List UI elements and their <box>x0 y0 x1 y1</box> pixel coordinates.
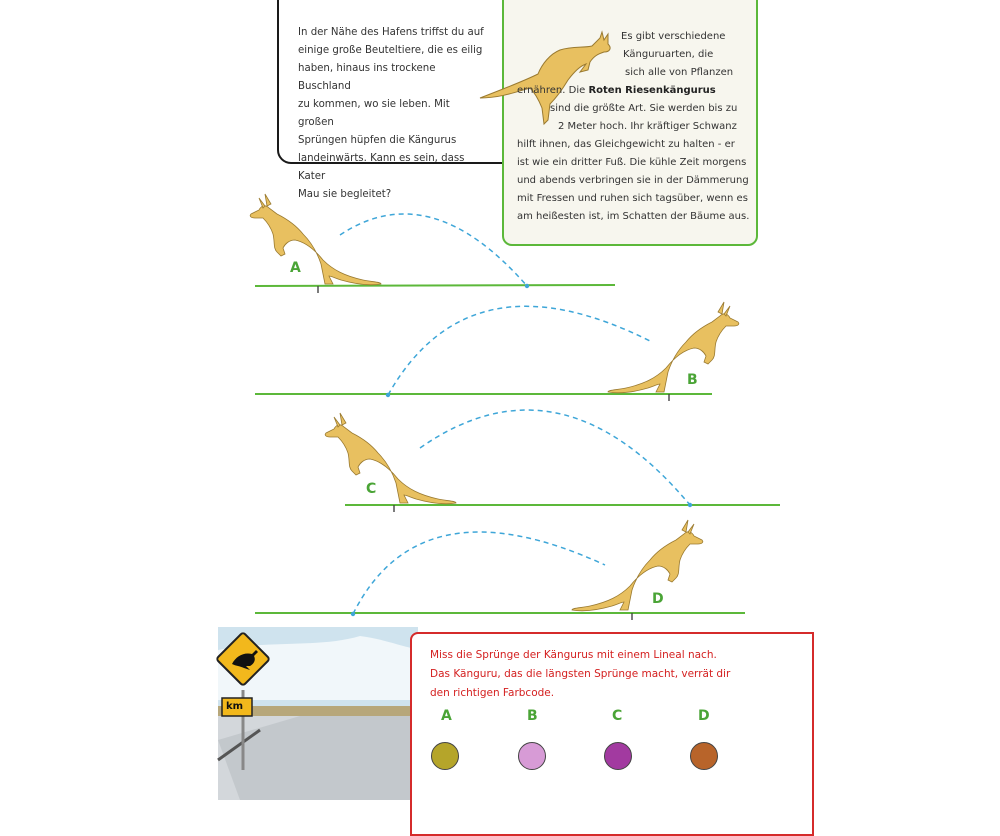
option-letter-b: B <box>527 708 538 724</box>
jump-end-dot-b <box>386 393 390 397</box>
track-label-d: D <box>652 591 664 607</box>
jump-end-dot-c <box>688 503 692 507</box>
fact-line-7: hilft ihnen, das Gleichgewicht zu halten - er <box>517 139 735 150</box>
fact-line-9: und abends verbringen sie in der Dämmerung <box>517 175 749 186</box>
track-b <box>255 302 739 401</box>
jump-end-dot-a <box>525 284 529 288</box>
track-d <box>255 520 745 620</box>
jump-arc-c <box>420 410 690 505</box>
fact-line-1: Es gibt verschiedene <box>621 31 726 42</box>
kangaroo-d <box>572 520 703 611</box>
jump-arc-b <box>388 306 652 395</box>
fact-line-3: sich alle von Pflanzen <box>625 67 734 78</box>
color-dot-d[interactable] <box>690 742 718 770</box>
color-dot-b[interactable] <box>518 742 546 770</box>
fact-line-6: 2 Meter hoch. Ihr kräftiger Schwanz <box>558 121 737 132</box>
option-letter-a: A <box>441 708 452 724</box>
kangaroo-a <box>250 194 381 285</box>
jump-arc-d <box>353 532 605 614</box>
km-label: km <box>226 701 244 712</box>
fact-line-2: Känguruarten, die <box>623 49 714 60</box>
ground-line-a <box>255 285 615 286</box>
color-dot-c[interactable] <box>604 742 632 770</box>
fact-highlight-species: Roten Riesenkängurus <box>588 85 716 96</box>
fact-line-11: am heißesten ist, im Schatten der Bäume aus. <box>517 211 750 222</box>
task-instructions: Miss die Sprünge der Kängurus mit einem Lineal nach. Das Känguru, das die längsten Sprünge macht, verrät dir den richtigen Farbcode. <box>430 649 731 699</box>
color-dot-a[interactable] <box>431 742 459 770</box>
intro-text: In der Nähe des Hafens triffst du auf einige große Beuteltiere, die es eilig haben, hinaus ins trockene Buschland zu kommen, wo sie leben. Mit großen Sprüngen hüpfen die Kängurus landeinwärts. Kann es sein, dass Kater Mau sie begleitet? <box>298 27 484 200</box>
kangaroo-b <box>608 302 739 393</box>
option-letter-c: C <box>612 708 623 724</box>
fact-line-10: mit Fressen und ruhen sich tagsüber, wenn es <box>517 193 748 204</box>
track-c <box>325 410 780 512</box>
fact-line-8: ist wie ein dritter Fuß. Die kühle Zeit morgens <box>517 157 747 168</box>
kangaroo-c <box>325 413 456 504</box>
track-label-a: A <box>290 260 301 276</box>
jump-end-dot-d <box>351 612 355 616</box>
fact-line-4-start: ernähren. Die <box>517 85 589 96</box>
track-label-c: C <box>366 481 377 497</box>
jump-arc-a <box>340 214 527 286</box>
fact-line-5: sind die größte Art. Sie werden bis zu <box>550 103 738 114</box>
outback-road-photo <box>216 627 418 800</box>
fact-line-4 <box>517 84 716 98</box>
option-letter-d: D <box>698 708 710 724</box>
track-label-b: B <box>687 372 698 388</box>
